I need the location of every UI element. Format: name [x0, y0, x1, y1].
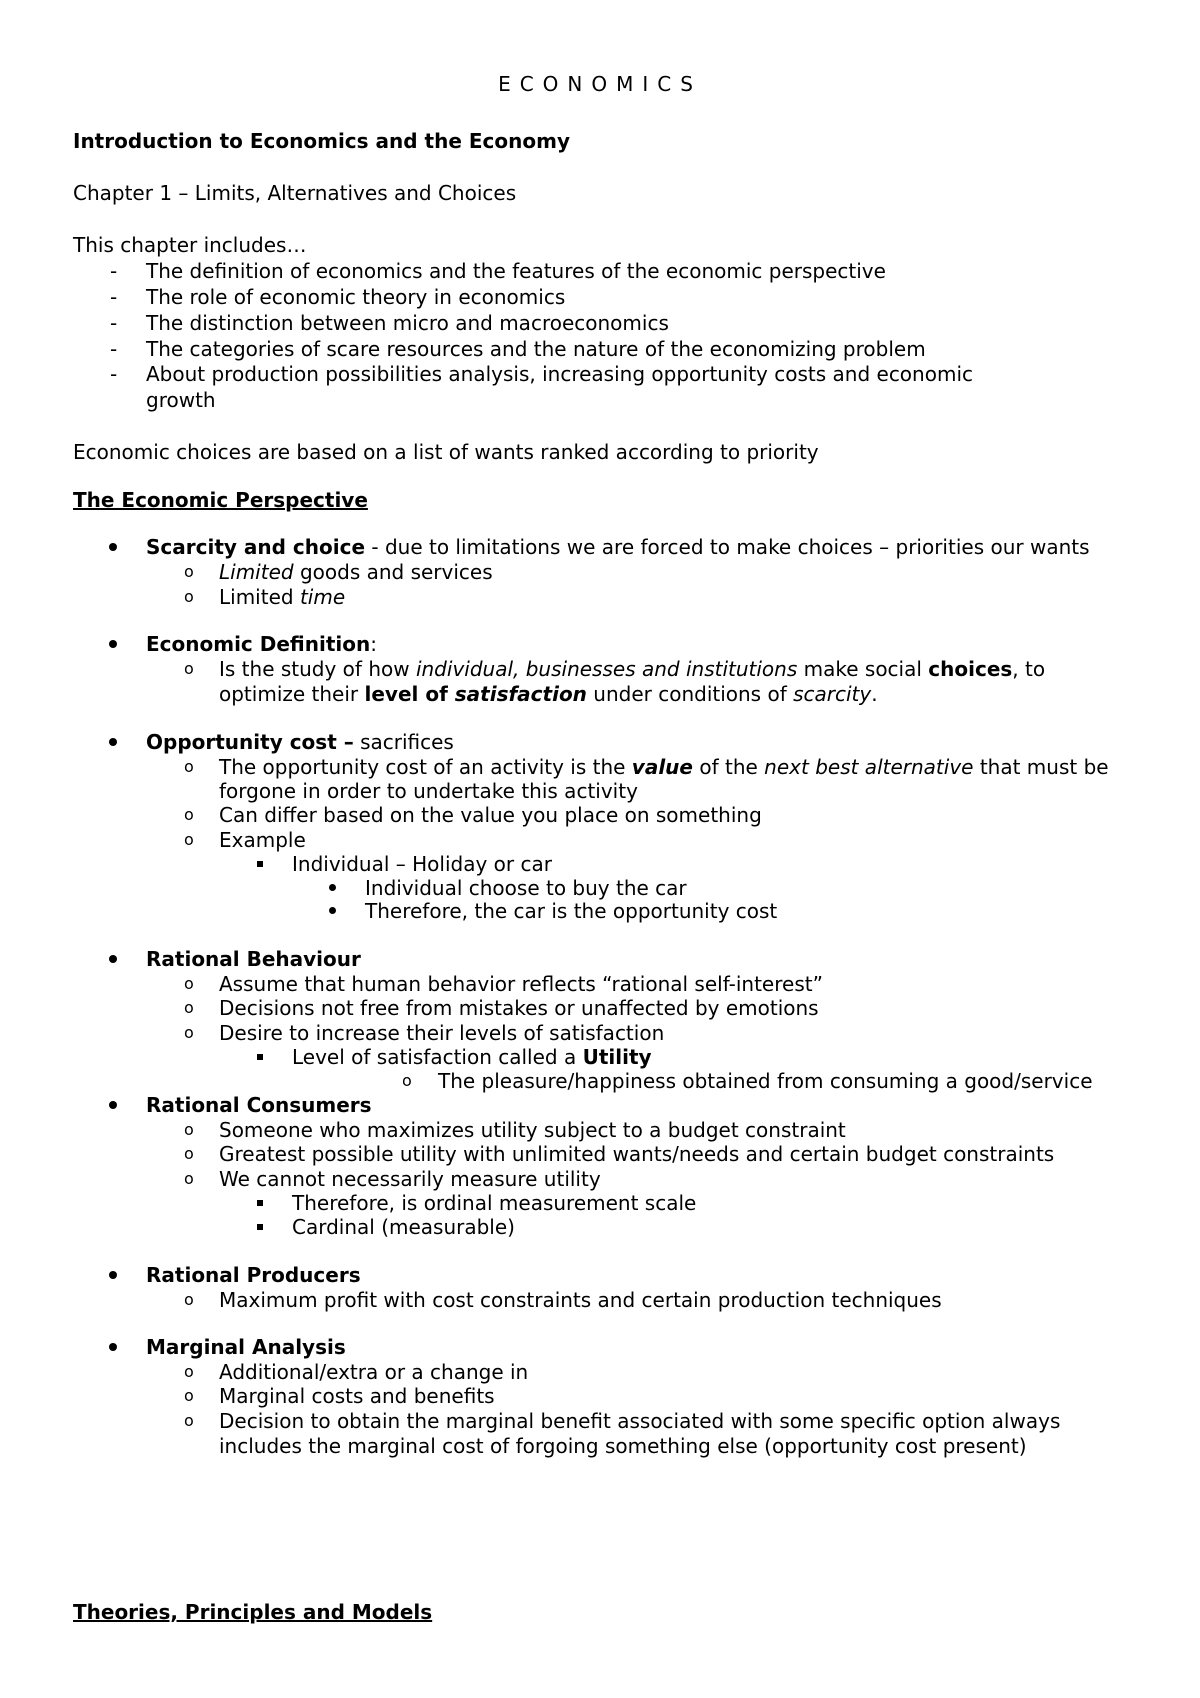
bullet-dot [109, 543, 117, 551]
scarcity-sub2-start: Limited [219, 585, 300, 609]
dash-bullet: - [110, 285, 118, 309]
def-text: under conditions of [586, 682, 794, 706]
rational-behaviour-label: Rational Behaviour [146, 947, 361, 971]
circle-bullet: o [184, 1023, 194, 1042]
theories-heading: Theories, Principles and Models [73, 1600, 433, 1624]
rc-sub: Someone who maximizes utility subject to a budget constraint [219, 1118, 846, 1142]
opp-text: The opportunity cost of an activity is the [219, 755, 632, 779]
section-heading: Introduction to Economics and the Economy [73, 129, 570, 153]
opportunity-sub3-detail: Therefore, the car is the opportunity cost [365, 899, 778, 923]
list-item: The categories of scare resources and the nature of the economizing problem [146, 337, 926, 361]
bullet-dot [109, 738, 117, 746]
bullet-dot [109, 1343, 117, 1351]
def-text: optimize their [219, 682, 365, 706]
circle-bullet: o [184, 1120, 194, 1139]
opportunity-rest: sacrifices [353, 730, 454, 754]
opp-text: of the [693, 755, 765, 779]
choices-line: Economic choices are based on a list of wants ranked according to priority [73, 440, 819, 464]
rp-sub: Maximum profit with cost constraints and certain production techniques [219, 1288, 942, 1312]
definition-label: Economic Definition [146, 632, 371, 656]
circle-bullet: o [184, 757, 194, 776]
rc-sub: Greatest possible utility with unlimited wants/needs and certain budget constraints [219, 1142, 1055, 1166]
opportunity-label: Opportunity cost – [146, 730, 354, 754]
ma-sub: Marginal costs and benefits [219, 1384, 495, 1408]
list-item: The role of economic theory in economics [146, 285, 566, 309]
circle-bullet: o [184, 1290, 194, 1309]
circle-bullet: o [184, 830, 194, 849]
definition-line [146, 632, 377, 656]
limited-italic: Limited [219, 560, 294, 584]
rb-text: Level of satisfaction called a [292, 1045, 583, 1069]
circle-bullet: o [184, 562, 194, 581]
list-item-continuation: growth [146, 388, 216, 412]
opp-text: that must be [973, 755, 1109, 779]
list-item: About production possibilities analysis, increasing opportunity costs and economic [146, 362, 973, 386]
opportunity-sub1-cont: forgone in order to undertake this activity [219, 779, 638, 803]
ma-sub: Additional/extra or a change in [219, 1360, 529, 1384]
opp-italic: next best alternative [764, 755, 974, 779]
circle-bullet: o [184, 1386, 194, 1405]
document-title: ECONOMICS [498, 72, 702, 96]
scarcity-sub1 [219, 560, 493, 584]
ma-sub: Decision to obtain the marginal benefit associated with some specific option always [219, 1409, 1061, 1433]
list-item: The distinction between micro and macroeconomics [146, 311, 669, 335]
ma-sub-cont: includes the marginal cost of forgoing something else (opportunity cost present) [219, 1434, 1027, 1458]
rb-sub: Decisions not free from mistakes or unaffected by emotions [219, 996, 819, 1020]
rational-consumers-label: Rational Consumers [146, 1093, 372, 1117]
dash-bullet: - [110, 311, 118, 335]
time-italic: time [299, 585, 346, 609]
square-bullet [257, 861, 263, 867]
def-text: , to [1012, 657, 1046, 681]
circle-bullet: o [184, 659, 194, 678]
scarcity-line [146, 535, 1090, 559]
circle-bullet: o [184, 1144, 194, 1163]
circle-bullet: o [402, 1071, 412, 1090]
opportunity-sub2: Can differ based on the value you place on something [219, 803, 762, 827]
opportunity-sub3-item: Individual – Holiday or car [292, 852, 552, 876]
def-italic: scarcity [793, 682, 872, 706]
list-item: The definition of economics and the features of the economic perspective [146, 259, 886, 283]
circle-bullet: o [184, 1169, 194, 1188]
opportunity-sub3-detail: Individual choose to buy the car [365, 876, 687, 900]
rb-subsubsub: The pleasure/happiness obtained from consuming a good/service [438, 1069, 1093, 1093]
definition-sub1-cont [219, 682, 878, 706]
square-bullet [257, 1224, 263, 1230]
bullet-dot [329, 907, 336, 914]
def-text: . [871, 682, 878, 706]
scarcity-label: Scarcity and choice [146, 535, 366, 559]
def-italic: individual, businesses and institutions [415, 657, 798, 681]
rb-subsub [292, 1045, 652, 1069]
opp-bold-italic: value [631, 755, 693, 779]
def-bold-italic: satisfaction [454, 682, 587, 706]
rb-sub: Assume that human behavior reflects “rational self-interest” [219, 972, 823, 996]
rc-subsub: Cardinal (measurable) [292, 1215, 515, 1239]
bullet-dot [329, 884, 336, 891]
utility-bold: Utility [582, 1045, 652, 1069]
bullet-dot [109, 640, 117, 648]
dash-bullet: - [110, 337, 118, 361]
dash-bullet: - [110, 259, 118, 283]
dash-bullet: - [110, 362, 118, 386]
rc-sub: We cannot necessarily measure utility [219, 1167, 601, 1191]
opportunity-line [146, 730, 454, 754]
scarcity-sub2 [219, 585, 345, 609]
rational-producers-label: Rational Producers [146, 1263, 361, 1287]
perspective-heading: The Economic Perspective [73, 488, 368, 512]
circle-bullet: o [184, 974, 194, 993]
rc-subsub: Therefore, is ordinal measurement scale [292, 1191, 697, 1215]
marginal-label: Marginal Analysis [146, 1335, 346, 1359]
def-bold: level of [364, 682, 455, 706]
scarcity-sub1-rest: goods and services [293, 560, 493, 584]
def-text: make social [797, 657, 929, 681]
circle-bullet: o [184, 805, 194, 824]
rb-sub: Desire to increase their levels of satisfaction [219, 1021, 665, 1045]
bullet-dot [109, 1101, 117, 1109]
circle-bullet: o [184, 1362, 194, 1381]
square-bullet [257, 1200, 263, 1206]
bullet-dot [109, 955, 117, 963]
scarcity-text: - due to limitations we are forced to make choices – priorities our wants [365, 535, 1090, 559]
chapter-title: Chapter 1 – Limits, Alternatives and Choices [73, 181, 517, 205]
square-bullet [257, 1054, 263, 1060]
def-text: Is the study of how [219, 657, 416, 681]
includes-intro: This chapter includes… [73, 233, 307, 257]
opportunity-sub1 [219, 755, 1109, 779]
circle-bullet: o [184, 587, 194, 606]
definition-colon: : [370, 632, 377, 656]
circle-bullet: o [184, 998, 194, 1017]
definition-sub1 [219, 657, 1045, 681]
def-bold: choices [928, 657, 1013, 681]
opportunity-sub3: Example [219, 828, 306, 852]
circle-bullet: o [184, 1411, 194, 1430]
bullet-dot [109, 1271, 117, 1279]
